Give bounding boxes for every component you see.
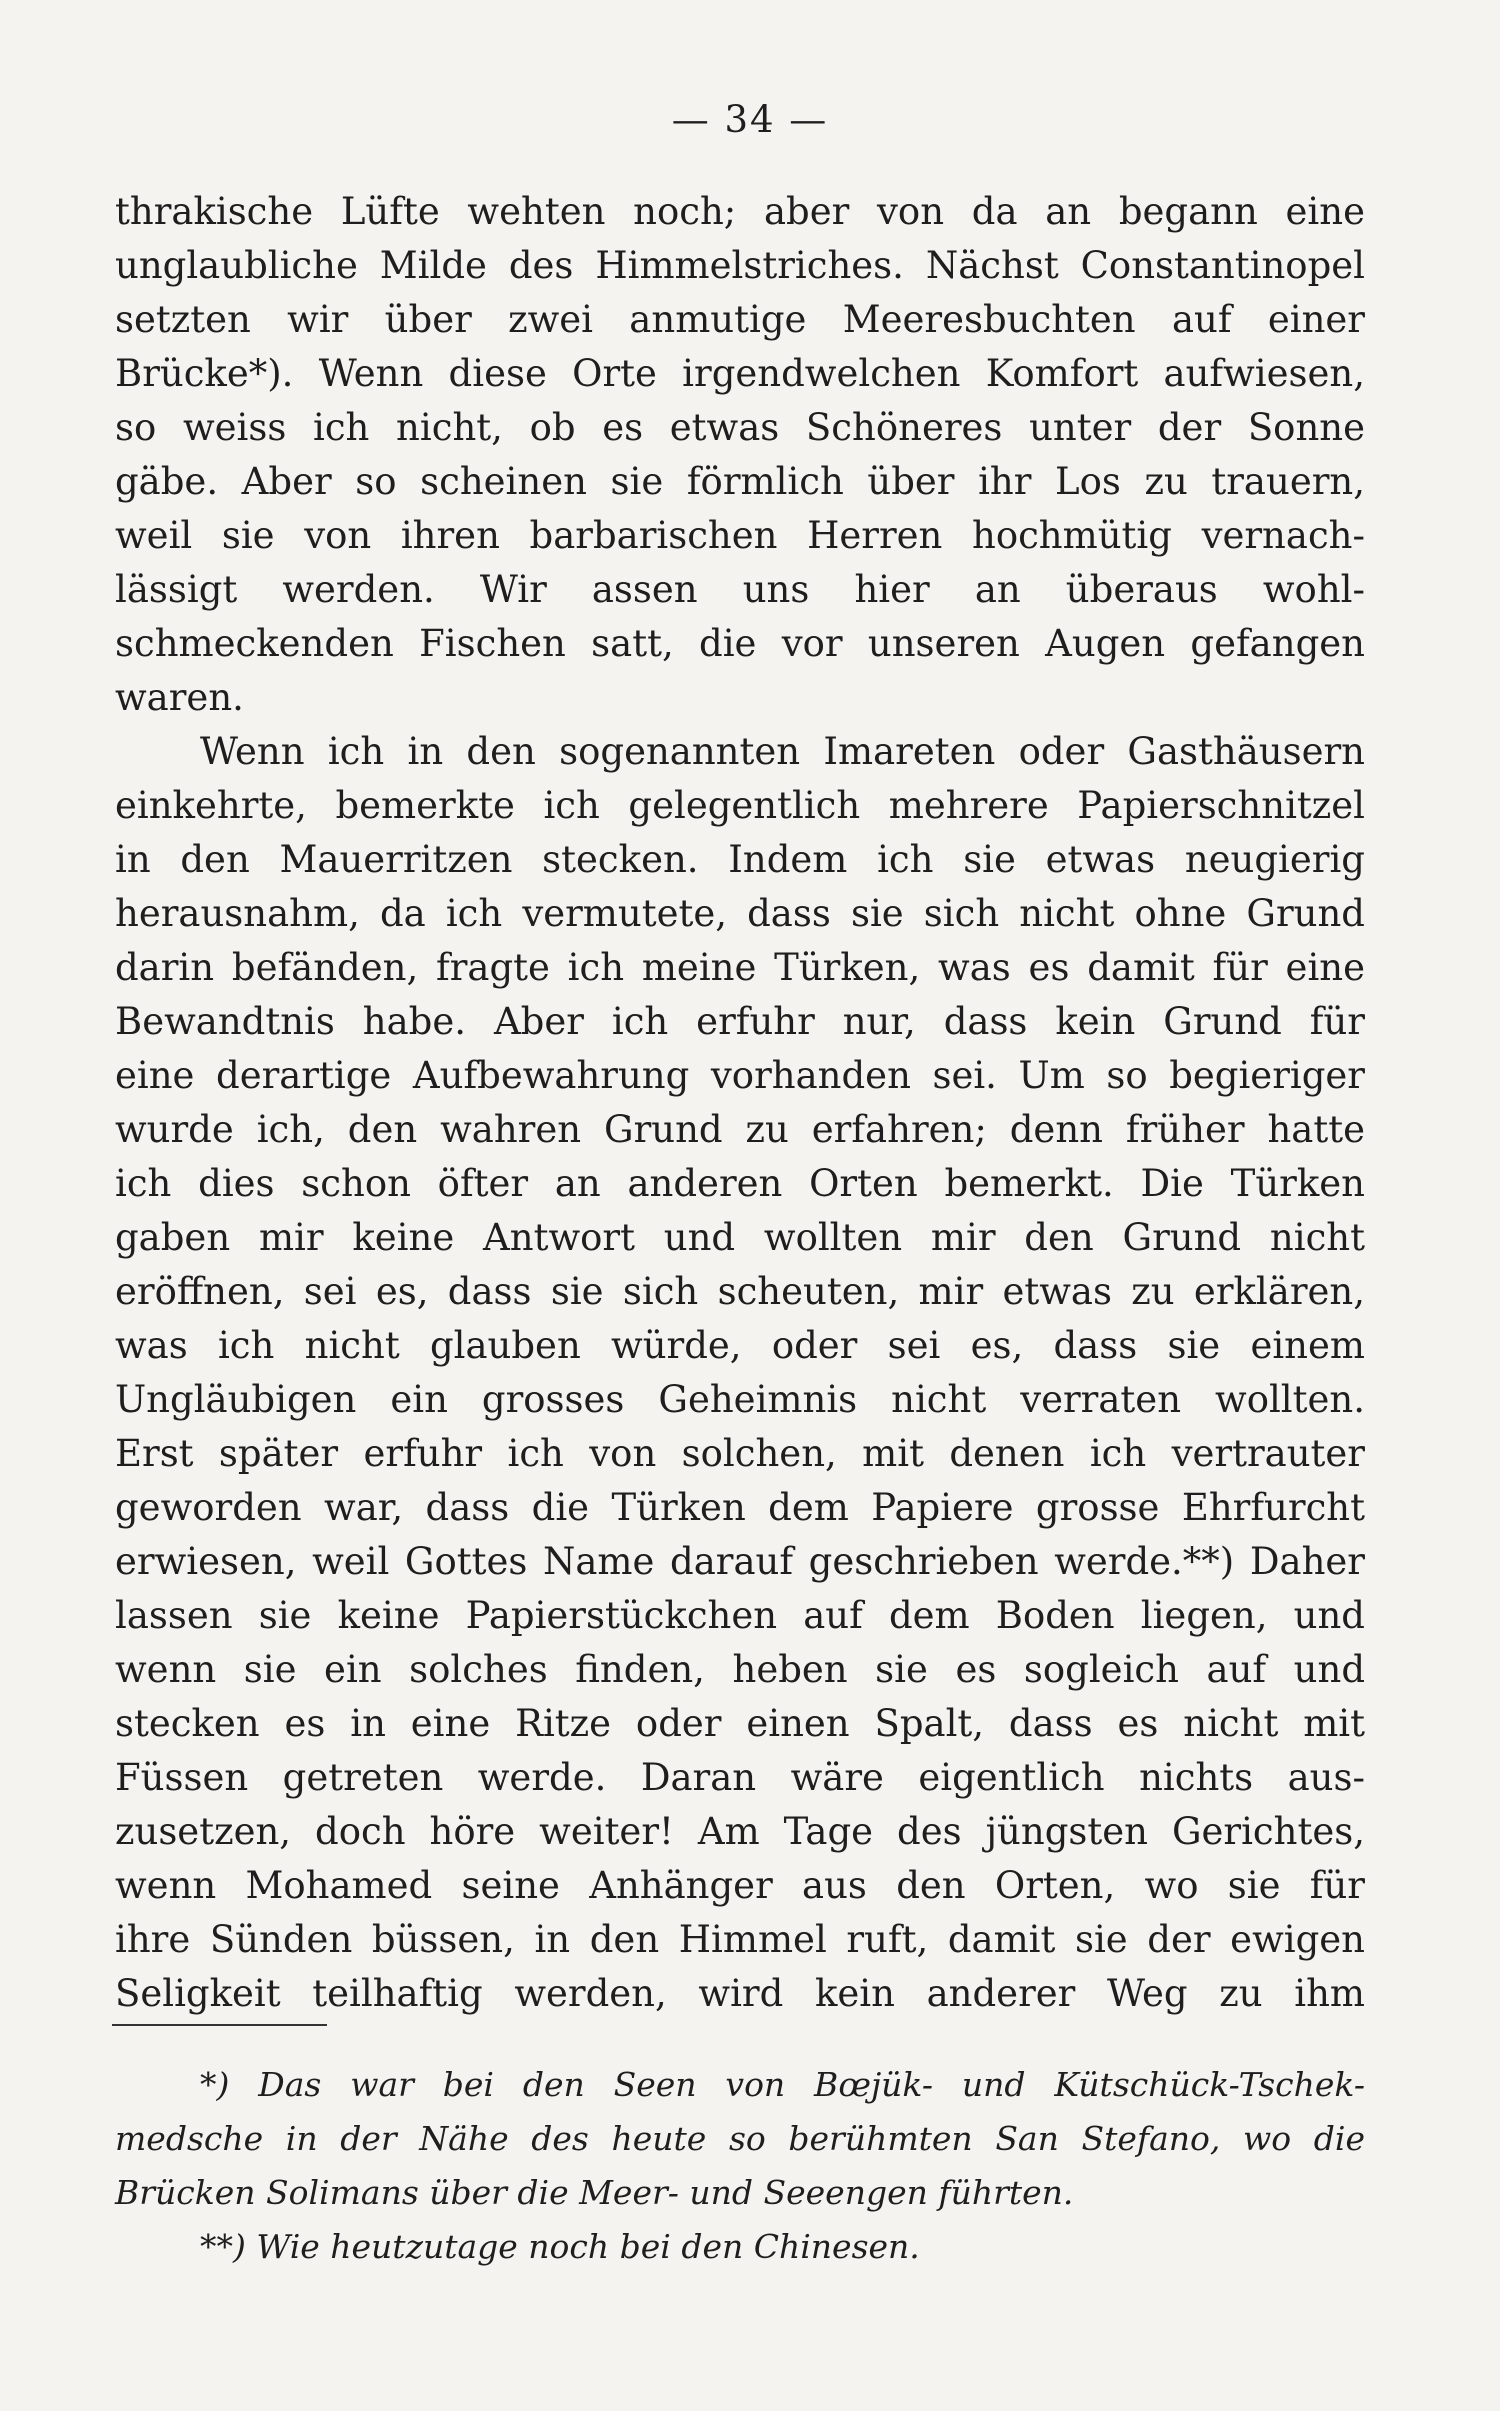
body-line: Brücke*). Wenn diese Orte irgendwelchen Komfort aufwiesen,	[115, 352, 1365, 395]
body-line: einkehrte, bemerkte ich gelegentlich mehrere Papierschnitzel	[115, 784, 1365, 827]
body-line: ich dies schon öfter an anderen Orten bemerkt. Die Türken	[115, 1162, 1365, 1205]
body-line: unglaubliche Milde des Himmelstriches. Nächst Constantinopel	[115, 244, 1365, 287]
body-line: lassen sie keine Papierstückchen auf dem Boden liegen, und	[115, 1594, 1365, 1637]
body-line: Erst später erfuhr ich von solchen, mit denen ich vertrauter	[115, 1432, 1365, 1475]
body-line: wurde ich, den wahren Grund zu erfahren; denn früher hatte	[115, 1108, 1365, 1151]
body-line: zusetzen, doch höre weiter! Am Tage des jüngsten Gerichtes,	[115, 1810, 1365, 1853]
body-line: lässigt werden. Wir assen uns hier an überaus wohl-	[115, 568, 1365, 611]
body-line: Bewandtnis habe. Aber ich erfuhr nur, dass kein Grund für	[115, 1000, 1365, 1043]
body-line: was ich nicht glauben würde, oder sei es, dass sie einem	[115, 1324, 1365, 1367]
body-line: in den Mauerritzen stecken. Indem ich sie etwas neugierig	[115, 838, 1365, 881]
body-line: herausnahm, da ich vermutete, dass sie sich nicht ohne Grund	[115, 892, 1365, 935]
body-line: geworden war, dass die Türken dem Papiere grosse Ehrfurcht	[115, 1486, 1365, 1529]
body-line: Füssen getreten werde. Daran wäre eigentlich nichts aus-	[115, 1756, 1365, 1799]
page-number: — 34 —	[671, 98, 829, 141]
body-line: setzten wir über zwei anmutige Meeresbuchten auf einer	[115, 298, 1365, 341]
body-line: gäbe. Aber so scheinen sie förmlich über ihr Los zu trauern,	[115, 460, 1365, 503]
body-line: ihre Sünden büssen, in den Himmel ruft, damit sie der ewigen	[115, 1918, 1365, 1961]
body-line: thrakische Lüfte wehten noch; aber von da an begann eine	[115, 190, 1365, 233]
body-line: gaben mir keine Antwort und wollten mir den Grund nicht	[115, 1216, 1365, 1259]
body-line: eröffnen, sei es, dass sie sich scheuten, mir etwas zu erklären,	[115, 1270, 1365, 1313]
footnote-line: *) Das war bei den Seen von Bœjük- und Kütschück-Tschek-	[200, 2065, 1365, 2104]
body-line: wenn Mohamed seine Anhänger aus den Orten, wo sie für	[115, 1864, 1365, 1907]
body-line: eine derartige Aufbewahrung vorhanden sei. Um so begieriger	[115, 1054, 1365, 1097]
body-line-indent: Wenn ich in den sogenannten Imareten oder Gasthäusern	[200, 730, 1365, 773]
footnote-line: Brücken Solimans über die Meer- und Seeengen führten.	[115, 2173, 1074, 2212]
body-line: so weiss ich nicht, ob es etwas Schöneres unter der Sonne	[115, 406, 1365, 449]
body-line: weil sie von ihren barbarischen Herren hochmütig vernach-	[115, 514, 1365, 557]
body-line: waren.	[115, 676, 244, 719]
body-line: erwiesen, weil Gottes Name darauf geschrieben werde.**) Daher	[115, 1540, 1365, 1583]
footnote-line: **) Wie heutzutage noch bei den Chinesen.	[200, 2227, 920, 2266]
body-line: Seligkeit teilhaftig werden, wird kein anderer Weg zu ihm	[115, 1972, 1365, 2015]
body-line: schmeckenden Fischen satt, die vor unseren Augen gefangen	[115, 622, 1365, 665]
body-line: Ungläubigen ein grosses Geheimnis nicht verraten wollten.	[115, 1378, 1365, 1421]
footnote-rule	[112, 2024, 327, 2026]
body-line: stecken es in eine Ritze oder einen Spalt, dass es nicht mit	[115, 1702, 1365, 1745]
body-line: wenn sie ein solches finden, heben sie es sogleich auf und	[115, 1648, 1365, 1691]
footnote-line: medsche in der Nähe des heute so berühmten San Stefano, wo die	[115, 2119, 1365, 2158]
body-line: darin befänden, fragte ich meine Türken, was es damit für eine	[115, 946, 1365, 989]
